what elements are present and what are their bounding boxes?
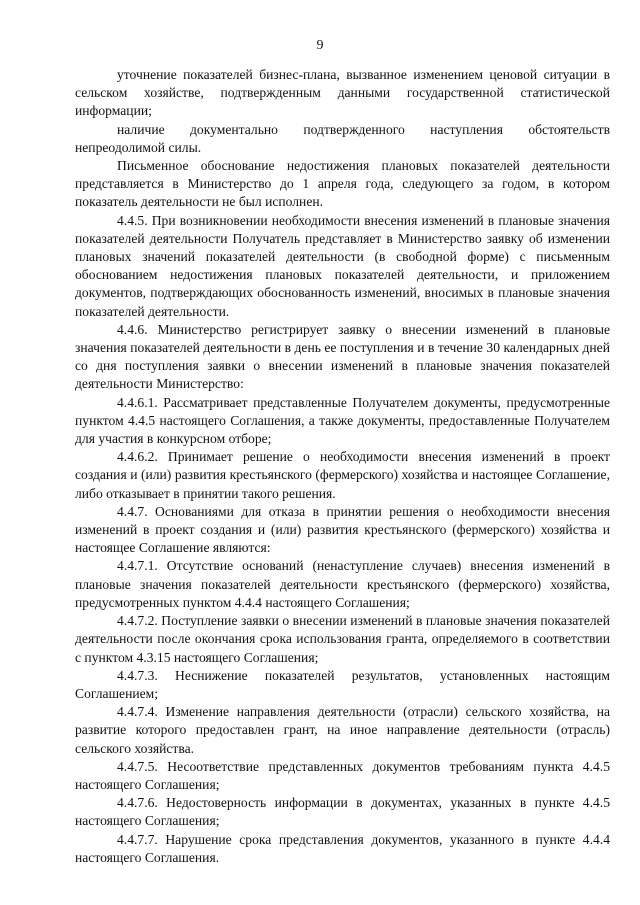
paragraph: 4.4.5. При возникновении необходимости внесения изменений в плановые значения показателей деятельности Получатель представляет в Министерство заявку об изменении плановых значений показателей деятельности (в свободной форме) с письменным обоснованием недостижения плановых показателей деятельности, и приложением документов, подтверждающих обоснованность изменений, вносимых в плановые значения показателей деятельности. xyxy=(75,212,610,319)
paragraph: уточнение показателей бизнес-плана, вызванное изменением ценовой ситуации в сельском хозяйстве, подтвержденным данными государственной статистической информации; xyxy=(75,67,610,119)
paragraph: Письменное обоснование недостижения плановых показателей деятельности представляется в Министерство до 1 апреля года, следующего за годом, в котором показатель деятельности не был исполнен. xyxy=(75,158,610,210)
paragraph: 4.4.7.6. Недостоверность информации в документах, указанных в пункте 4.4.5 настоящего Соглашения; xyxy=(75,795,610,829)
paragraph: 4.4.7.5. Несоответствие представленных документов требованиям пункта 4.4.5 настоящего Соглашения; xyxy=(75,758,610,792)
paragraph: 4.4.7.7. Нарушение срока представления документов, указанного в пункте 4.4.4 настоящего Соглашения. xyxy=(75,831,610,865)
paragraph: 4.4.7. Основаниями для отказа в принятии решения о необходимости внесения изменений в проект создания и (или) развития крестьянского (фермерского) хозяйства и настоящее Соглашение являются: xyxy=(75,503,610,556)
paragraph: 4.4.7.4. Изменение направления деятельности (отрасли) сельского хозяйства, на развитие которого предоставлен грант, на иное направление деятельности (отрасль) сельского хозяйства. xyxy=(75,704,610,756)
paragraph: наличие документально подтвержденного наступления обстоятельств непреодолимой силы. xyxy=(75,121,610,155)
paragraph: 4.4.6.2. Принимает решение о необходимости внесения изменений в проект создания и (или) развития крестьянского (фермерского) хозяйства и настоящее Соглашение, либо отказывает в принятии такого решения. xyxy=(75,449,610,501)
page-number: 9 xyxy=(316,38,324,53)
paragraph: 4.4.7.1. Отсутствие оснований (ненаступление случаев) внесения изменений в плановые значения показателей деятельности крестьянского (фермерского) хозяйства, предусмотренных пунктом 4.4.4 настоящего Соглашения; xyxy=(75,558,610,610)
paragraph: 4.4.6.1. Рассматривает представленные Получателем документы, предусмотренные пунктом 4.4.5 настоящего Соглашения, а также документы, предоставленные Получателем для участия в конкурсном отборе; xyxy=(75,394,610,447)
paragraph: 4.4.6. Министерство регистрирует заявку о внесении изменений в плановые значения показателей деятельности в день ее поступления и в течение 30 календарных дней со дня поступления заявки о внесении изменений в плановые значения показателей деятельности Министерство: xyxy=(75,321,610,392)
document-body xyxy=(75,66,610,867)
paragraph: 4.4.7.3. Неснижение показателей результатов, установленных настоящим Соглашением; xyxy=(75,667,610,701)
paragraph: 4.4.7.2. Поступление заявки о внесении изменений в плановые значения показателей деятельности после окончания срока использования гранта, определяемого в соответствии с пунктом 4.3.15 настоящего Соглашения; xyxy=(75,613,610,665)
